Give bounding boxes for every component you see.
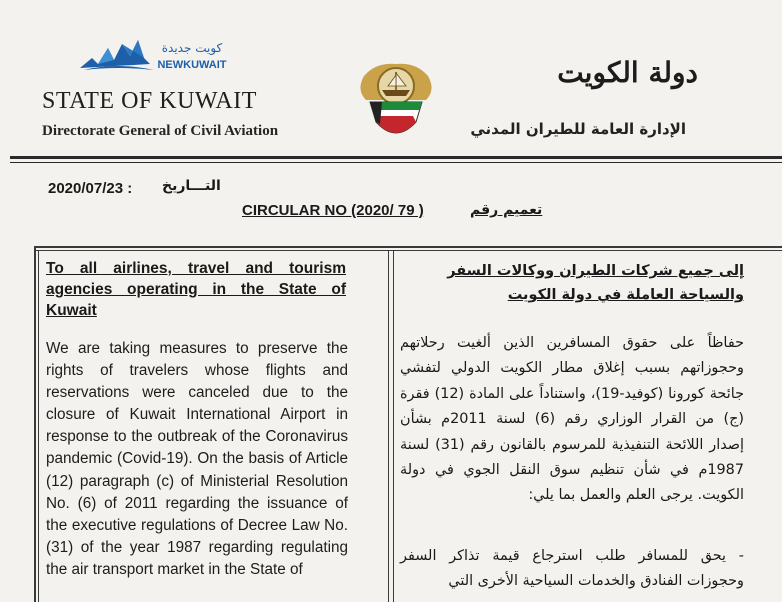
newkuwait-logo bbox=[78, 34, 238, 80]
english-heading: To all airlines, travel and tourism agencies operating in the State of Kuwait bbox=[46, 260, 346, 319]
table-border-top-inner bbox=[34, 250, 782, 251]
circular-number: CIRCULAR NO (2020/ 79 ) bbox=[242, 202, 424, 219]
header-divider bbox=[10, 156, 782, 159]
arabic-body: حفاظاً على حقوق المسافرين الذين ألغيت رحلاتهم وحجوزاتهم بسبب إغلاق مطار الكويت الدولي لتفشي جائحة كورونا (كوفيد-19)، واستناداً على المادة (12) فقرة (ج) من القرار الوزاري رقم (6) لسنة 2011م بشأن إصدار اللائحة التنفيذية للمرسوم بالقانون رقم (31) لسنة 1987م في شأن تنظيم سوق النقل الجوي في دولة الكويت. يرجى العلم والعمل بما يلي: bbox=[400, 335, 745, 504]
date-label-arabic: التـــاريخ bbox=[162, 178, 221, 194]
state-of-kuwait-title: STATE OF KUWAIT bbox=[42, 88, 257, 114]
english-body: We are taking measures to preserve the rights of travelers whose flights and reservations were canceled due to the closure of Kuwait International Airport in response to the outbreak of the Coronavirus pandemic (Covid-19). On the basis of Article (12) paragraph (c) of Ministerial Resolution No. (6) of 2011 regarding the issuance of the executive regulations of Decree Law No. (31) of the year 1987 regarding regulating the air transport market in the State of bbox=[46, 340, 348, 578]
kuwait-emblem-icon bbox=[356, 60, 436, 144]
dgca-arabic: الإدارة العامة للطيران المدني bbox=[470, 120, 686, 138]
svg-text:كويت جديدة: كويت جديدة bbox=[161, 41, 223, 55]
dgca-subtitle: Directorate General of Civil Aviation bbox=[42, 123, 279, 139]
state-of-kuwait-arabic: دولة الكويت bbox=[557, 56, 698, 89]
table-column-divider-inner bbox=[393, 250, 394, 602]
arabic-bullet-item: - يحق للمسافر طلب استرجاع قيمة تذاكر السفر وحجوزات الفنادق والخدمات السياحية الأخرى التي bbox=[400, 548, 744, 590]
table-border-left bbox=[34, 246, 36, 602]
header-divider-thin bbox=[10, 162, 782, 163]
table-border-top bbox=[34, 246, 782, 248]
circular-date: 2020/07/23 : bbox=[48, 180, 133, 197]
circular-number-arabic: تعميم رقم bbox=[470, 202, 543, 218]
table-border-left-inner bbox=[38, 250, 39, 602]
svg-text:NEWKUWAIT: NEWKUWAIT bbox=[157, 59, 227, 71]
table-column-divider bbox=[388, 250, 389, 602]
arabic-heading: إلى جميع شركات الطيران ووكالات السفر والسياحة العاملة في دولة الكويت bbox=[447, 263, 744, 303]
